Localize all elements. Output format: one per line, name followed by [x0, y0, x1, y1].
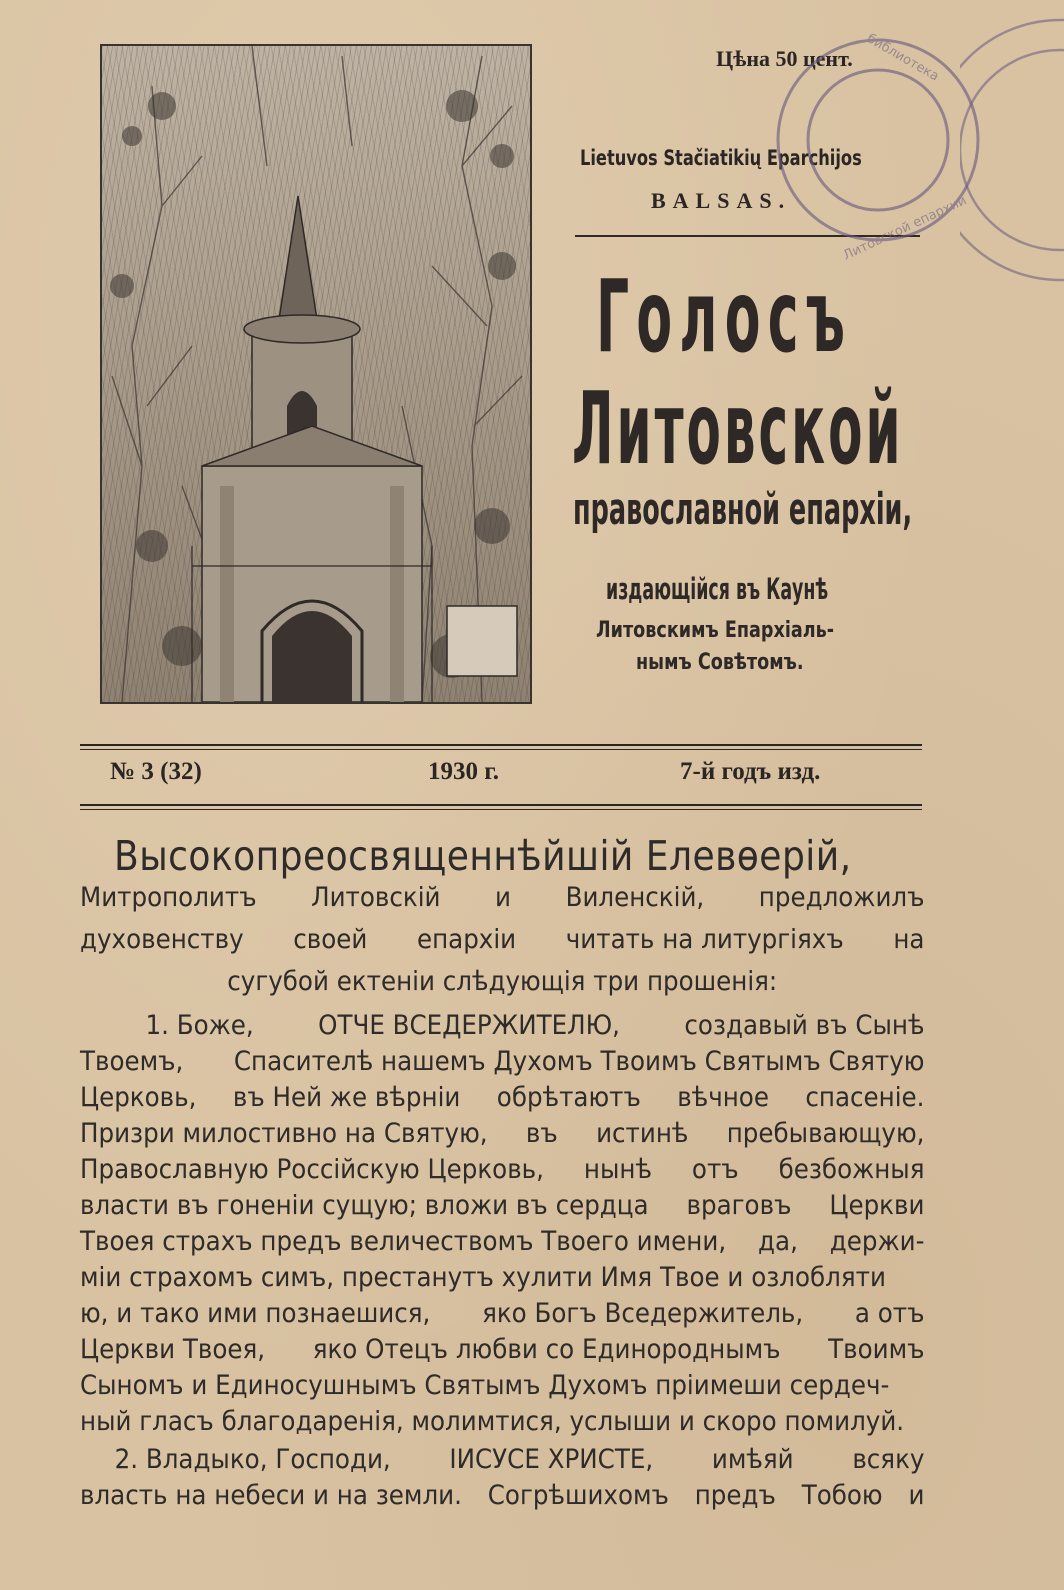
article-word-group: 1. Боже, [145, 1010, 254, 1041]
article-word-group: на [893, 924, 925, 955]
svg-text:библиотека: библиотека [864, 31, 942, 85]
lithuanian-title: Lietuvos Stačiatikių Eparchijos [580, 146, 862, 170]
library-stamp-edge-icon [960, 0, 1064, 310]
article-word-group: своей [293, 924, 368, 955]
article-heading: Высокопреосвященнѣйшій Елевѳерій, [114, 832, 852, 880]
article-word-group: Призри милостивно на Святую, [80, 1118, 488, 1149]
article-word-group: яко Отецъ любви со Единороднымъ [312, 1334, 781, 1365]
article-line [80, 1444, 924, 1475]
article-word-group: предложилъ [758, 882, 925, 913]
title-line-2: Литовской [572, 370, 904, 487]
issue-year: 1930 г. [428, 758, 500, 785]
article-line [80, 1154, 924, 1185]
article-word-group: Церкви [829, 1190, 925, 1221]
article-word-group: Твоемъ, [80, 1046, 184, 1077]
article-line [80, 1046, 924, 1077]
article-line [80, 1334, 924, 1365]
article-word-group: власть на небеси и на земли. [80, 1480, 462, 1511]
article-word-group: обрѣтаютъ [496, 1082, 641, 1113]
article-line [80, 1010, 924, 1041]
issue-rule-bottom [80, 804, 922, 810]
title-line-3: православной епархіи, [573, 484, 913, 535]
article-word-group: въ [525, 1118, 558, 1149]
article-line [80, 1262, 924, 1293]
article-word-group: предъ [694, 1480, 776, 1511]
article-word-group: ю, и тако ими познаешися, [80, 1298, 431, 1329]
title-line-1: Голосъ [596, 258, 853, 375]
article-word-group: да, [758, 1226, 798, 1257]
title-line-6: нымъ Совѣтомъ. [636, 650, 804, 675]
article-word-group: Согрѣшихомъ [487, 1480, 669, 1511]
article-word-group: 2. Владыко, Господи, [114, 1444, 391, 1475]
article-word-group: отъ [691, 1154, 739, 1185]
article-word-group: Православную Россійскую Церковь, [80, 1154, 544, 1185]
article-word-group: міи страхомъ симъ, престанутъ хулити Имя Твое и озлобляти [80, 1262, 886, 1293]
title-line-4: издающійся въ Каунѣ [606, 572, 829, 606]
article-word-group: Сыномъ и Единосушнымъ Святымъ Духомъ пріимеши сердеч- [80, 1370, 890, 1401]
article-line [80, 1370, 924, 1401]
article-word-group: истинѣ [596, 1118, 689, 1149]
article-word-group: Церковь, [80, 1082, 197, 1113]
article-word-group: Спасителѣ нашемъ Духомъ Твоимъ Святымъ Святую [233, 1046, 925, 1077]
church-photograph [100, 44, 532, 704]
article-line [80, 1298, 924, 1329]
article-word-group: Церкви Твоея, [80, 1334, 266, 1365]
issue-number: № 3 (32) [110, 758, 202, 785]
article-word-group: враговъ [686, 1190, 792, 1221]
article-line [80, 1190, 924, 1221]
article-word-group: имѣяй [711, 1444, 794, 1475]
article-word-group: ІИСУСЕ ХРИСТЕ, [449, 1444, 654, 1475]
article-line [80, 1406, 924, 1437]
article-word-group: нынѣ [583, 1154, 652, 1185]
article-word-group: духовенству [80, 924, 244, 955]
article-word-group: пребывающую, [726, 1118, 925, 1149]
article-word-group: и [908, 1480, 925, 1511]
article-word-group: Литовскій [311, 882, 441, 913]
article-word-group: Тобою [801, 1480, 883, 1511]
price-label: Цѣна 50 цент. [716, 46, 853, 71]
article-line [80, 966, 924, 997]
article-word-group: и [495, 882, 512, 913]
article-word-group: создавый въ Сынѣ [684, 1010, 925, 1041]
article-word-group: всяку [852, 1444, 925, 1475]
svg-text:Литовской епархии: Литовской епархии [840, 193, 970, 264]
article-word-group: а отъ [854, 1298, 925, 1329]
title-line-5: Литовскимъ Епархіаль- [596, 618, 835, 643]
article-word-group: вѣчное [677, 1082, 769, 1113]
article-word-group: ный гласъ благодаренія, молимтися, услыши и скоро помилуй. [80, 1406, 905, 1437]
article-line [80, 1082, 924, 1113]
article-word-group: Митрополитъ [80, 882, 257, 913]
article-word-group: читать на литургіяхъ [565, 924, 844, 955]
article-word-group: ОТЧЕ ВСЕДЕРЖИТЕЛЮ, [318, 1010, 620, 1041]
article-word-group: Твоимъ [828, 1334, 925, 1365]
lithuanian-subtitle: BALSAS. [651, 188, 792, 213]
article-line [80, 1226, 924, 1257]
issue-edition-year: 7-й годъ изд. [680, 758, 821, 785]
article-word-group: сугубой ектеніи слѣдующія три прошенія: [227, 966, 778, 997]
article-word-group: епархіи [416, 924, 517, 955]
article-word-group: Виленскій, [565, 882, 705, 913]
article-line [80, 882, 924, 913]
article-line [80, 924, 924, 955]
article-line [80, 1480, 924, 1511]
article-word-group: Твоея страхъ предъ величествомъ Твоего имени, [80, 1226, 727, 1257]
article-word-group: безбожныя [778, 1154, 925, 1185]
article-word-group: яко Богъ Вседержитель, [482, 1298, 804, 1329]
article-word-group: въ Ней же вѣрніи [232, 1082, 461, 1113]
issue-rule-top [80, 744, 922, 750]
article-word-group: спасеніе. [805, 1082, 925, 1113]
article-word-group: держи- [829, 1226, 925, 1257]
article-word-group: власти въ гоненіи сущую; вложи въ сердца [80, 1190, 649, 1221]
article-line [80, 1118, 924, 1149]
